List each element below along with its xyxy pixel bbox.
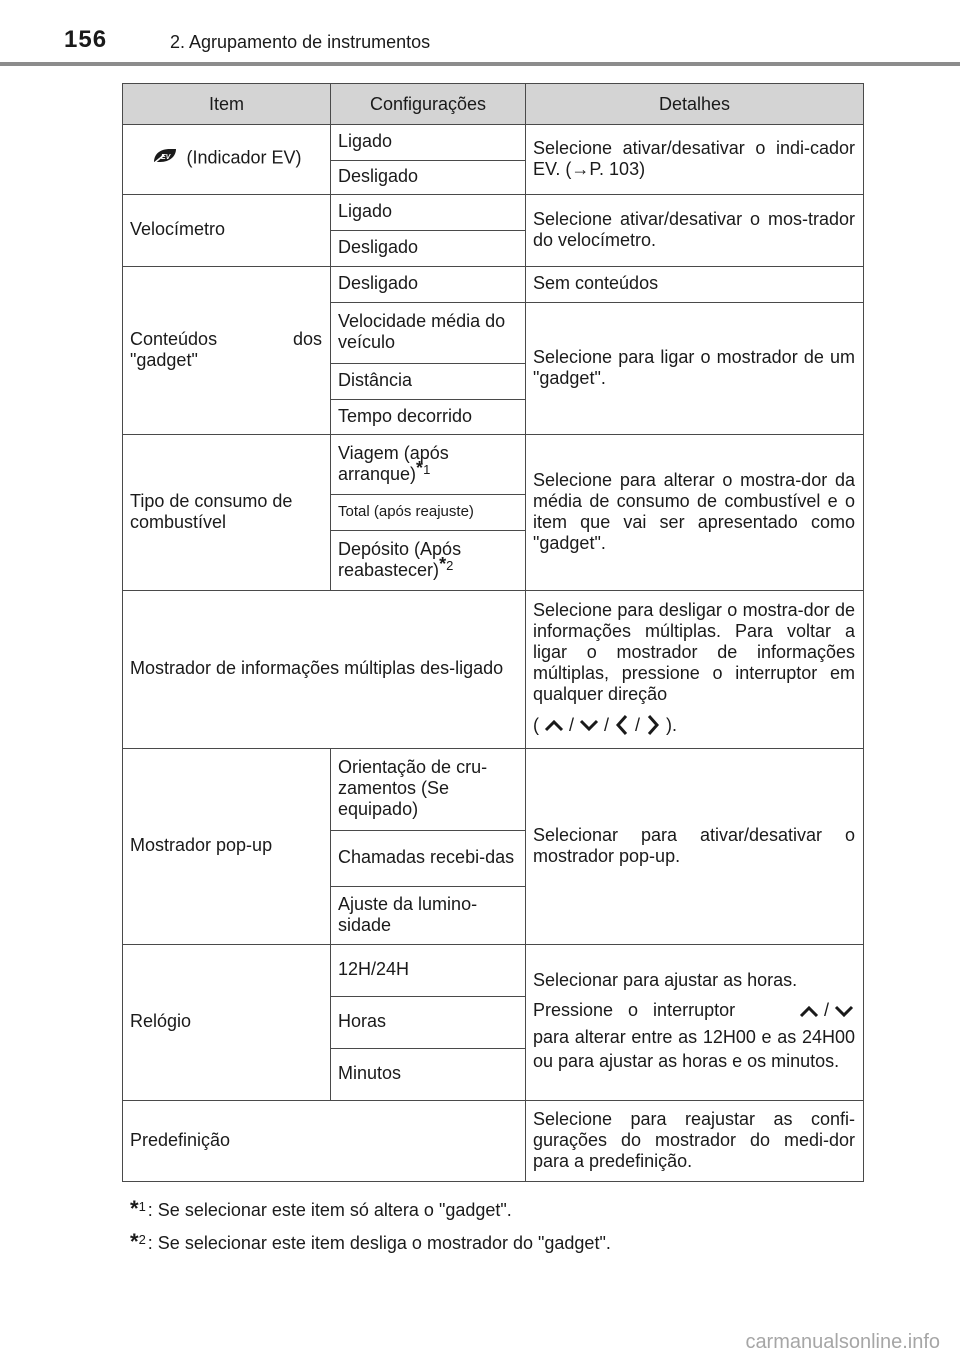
footnote-text: : Se selecionar este item só altera o "gadget". [147,1200,512,1220]
item-multi-info-off: Mostrador de informações múltiplas des-ligado [123,591,526,749]
option-cell: Ajuste da lumino-sidade [331,887,526,945]
separator: / [635,714,641,735]
table-row [123,591,864,749]
option-cell: Ligado [331,195,526,231]
detail-cell: Selecionar para ativar/desativar o mostrador pop-up. [526,749,864,945]
ev-indicator-icon [150,146,180,171]
footnote-star: * [130,1229,139,1254]
detail-cell: Selecione ativar/desativar o mos-trador do velocímetro. [526,195,864,267]
clock-arrows [798,1000,855,1021]
section-title: 2. Agrupamento de instrumentos [170,32,431,52]
arrow-switches [533,713,855,737]
table-header-row [123,84,864,125]
page-header [0,0,960,62]
clock-detail-text: Pressione o interruptor [533,1000,736,1020]
settings-table [122,83,864,1182]
option-cell: Chamadas recebi-das [331,831,526,887]
watermark: carmanualsonline.info [745,1331,940,1353]
item-clock: Relógio [123,945,331,1101]
footnote-star: * [130,1196,139,1221]
header-detalhes: Detalhes [526,84,864,125]
footnote-number: 2 [138,1232,146,1247]
detail-cell [526,591,864,749]
option-cell [331,435,526,495]
paren-close: ). [666,714,678,735]
item-ev-indicator [123,125,331,195]
arrow-up-icon [543,716,565,734]
footnote-marker: *1 [416,457,431,478]
option-cell [331,531,526,591]
detail-cell: Selecione para reajustar as confi-gurações do mostrador do medi-dor para a predefinição. [526,1101,864,1182]
option-cell: Minutos [331,1049,526,1101]
item-gadget-contents: Conteúdos dos "gadget" [123,267,331,435]
separator: / [823,1000,829,1020]
option-cell: Total (após reajuste) [331,495,526,531]
table-row [123,435,864,495]
item-fuel-consumption: Tipo de consumo de combustível [123,435,331,591]
item-popup-display: Mostrador pop-up [123,749,331,945]
arrow-down-icon [578,716,600,734]
option-cell: Tempo decorrido [331,400,526,435]
multi-info-detail-text: Selecione para desligar o mostra-dor de informações múltiplas. Para voltar a ligar o mostrador de informações múltiplas, pressione o interruptor em qualquer direção [533,600,855,704]
detail-cell [526,945,864,1101]
footnotes [130,1196,611,1266]
footnote-1 [130,1196,611,1221]
footnote-2 [130,1229,611,1254]
header-configuracoes: Configurações [331,84,526,125]
option-cell: Orientação de cru-zamentos (Se equipado) [331,749,526,831]
option-cell: 12H/24H [331,945,526,997]
table-row [123,125,864,161]
footnote-number: 1 [138,1199,146,1214]
clock-detail-line1: Selecionar para ajustar as horas. [533,970,798,990]
arrow-right-icon [644,713,662,737]
header-item: Item [123,84,331,125]
clock-detail-line2 [533,1000,855,1021]
option-label: Depósito (Após reabastecer) [338,538,462,580]
detail-cell: Selecione ativar/desativar o indi-cador EV. (→P. 103) [526,125,864,195]
header-divider [0,62,960,66]
option-cell: Desligado [331,231,526,267]
detail-cell: Sem conteúdos [526,267,864,303]
page-number: 156 [64,26,108,53]
separator: / [569,714,575,735]
detail-cell: Selecione para alterar o mostra-dor da média de consumo de combustível e o item que vai ser apresentado como "gadget". [526,435,864,591]
table-row [123,195,864,231]
item-reset: Predefinição [123,1101,526,1182]
table-row [123,1101,864,1182]
arrow-left-icon [613,713,631,737]
svg-text:EV: EV [161,154,171,161]
option-cell: Distância [331,364,526,400]
arrow-down-icon [833,1002,855,1020]
table-row [123,267,864,303]
footnote-text: : Se selecionar este item desliga o mostrador do "gadget". [147,1233,611,1253]
option-cell: Ligado [331,125,526,161]
separator: / [604,714,610,735]
detail-cell: Selecione para ligar o mostrador de um "gadget". [526,303,864,435]
option-cell: Desligado [331,161,526,195]
footnote-marker: *2 [439,553,454,574]
option-cell: Horas [331,997,526,1049]
paren-open: ( [533,714,539,735]
option-cell: Velocidade média do veículo [331,303,526,364]
item-speedometer: Velocímetro [123,195,331,267]
table-row [123,749,864,831]
ev-item-label: (Indicador EV) [186,147,302,168]
clock-detail-line3: para alterar entre as 12H00 e as 24H00 ou para ajustar as horas e os minutos. [533,1027,855,1071]
option-label: Viagem (após arranque) [338,442,449,484]
arrow-up-icon [798,1002,820,1020]
option-cell: Desligado [331,267,526,303]
table-row [123,945,864,997]
